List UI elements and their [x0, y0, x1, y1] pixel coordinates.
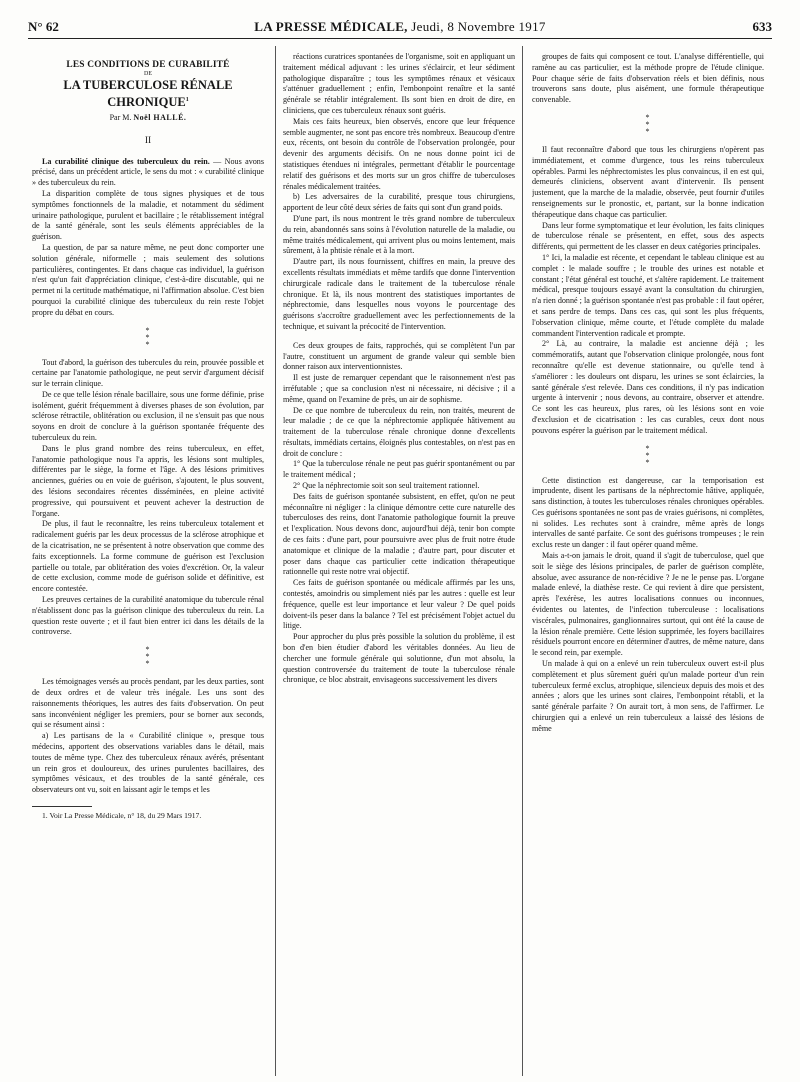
title-footnote-marker: 1 [185, 96, 189, 103]
lead-heading: La curabilité clinique des tuberculeux du rein. [42, 156, 210, 166]
footnote-rule [32, 806, 92, 807]
column-3-body [532, 52, 764, 735]
body-paragraph: La question, de par sa nature même, ne peut donc comporter une solution générale, niformelle ; mais seulement des solutions particulières, contingentes. Et dans chaque cas individuel, la guérison n'est qu'un fait d'appréciation clinique, c'est-à-dire discutable, qui ne permet ni la certitude mathématique, ni l'affirmation absolue. C'est bien pourquoi la curabilité clinique des tuberculeux du rein reste l'objet propre du débat en cours. [32, 242, 264, 317]
journal-title: LA PRESSE MÉDICALE, [254, 19, 408, 34]
body-paragraph: groupes de faits qui composent ce tout. L'analyse différentielle, qui ramène au cas particulier, est la méthode propre de l'étude clinique. Pour chaque série de faits d'observation réels et bien définis, nous trouverons sans doute, plus aisément, une formule thérapeutique convenable. [532, 52, 764, 105]
section-asterism: * * * [145, 645, 151, 669]
article-title-block [32, 60, 264, 124]
body-paragraph: b) Les adversaires de la curabilité, presque tous chirurgiens, apportent de leur côté deux séries de faits qui sont d'un grand poids. [283, 192, 515, 213]
body-paragraph: Tout d'abord, la guérison des tubercules du rein, prouvée possible et certaine par l'anatomie pathologique, ne peut servir d'argument décisif sur le terrain clinique. [32, 357, 264, 389]
body-paragraph: D'une part, ils nous montrent le très grand nombre de tuberculeux du rein, abandonnés sans soins à l'évolution naturelle de la maladie, ou même traités médicalement, qui arrivent plus ou moins lentement, mais sûrement, à la phtisie rénale et à la mort. [283, 213, 515, 256]
section-asterism: * * * [645, 443, 651, 467]
body-paragraph: Un malade à qui on a enlevé un rein tuberculeux ouvert est-il plus complètement et plus sûrement guéri qu'un malade porteur d'un rein tuberculeux fermé exclus, atrophique, silencieux depuis des mois et des années ; alors que les urines sont claires, l'embonpoint rétabli, et la santé générale parfaite ? On aurait tort, à mon sens, de l'affirmer. Le chirurgien qui a enlevé un rein tuberculeux a laissé des lésions de même [532, 659, 764, 733]
article-title-de: DE [144, 70, 152, 77]
body-paragraph: Ces deux groupes de faits, rapprochés, qui se complètent l'un par l'autre, constituent un argument de grande valeur qui semble bien donner raison aux interventionnistes. [283, 340, 515, 372]
footnote: 1. Voir La Presse Médicale, n° 18, du 29 Mars 1917. [42, 810, 202, 820]
body-paragraph: 1° Ici, la maladie est récente, et cependant le tableau clinique est au complet : le malade souffre ; le trouble des urines est notable et constant ; l'état général est touché, et s'altère rapidement. Le traitement médical, presque toujours essayé avant la consultation du chirurgien, n'a rien donné ; la guérison spontanée n'est pas probable : il faut opérer, et sans perdre de temps. Dans ces cas, qui sont les plus fréquents, l'observation clinique, même courte, et l'étude complète du malade commandent l'intervention radicale et prompte. [532, 252, 764, 338]
body-paragraph: 1° Que la tuberculose rénale ne peut pas guérir spontanément ou par le traitement médical ; [283, 459, 515, 480]
section-numeral: II [144, 135, 152, 146]
body-paragraph: Mais a-t-on jamais le droit, quand il s'agit de tuberculose, quel que soit le siège des lésions principales, de parler de guérison complète, absolue, avec assurance de non-récidive ? Je ne le pense pas. L'organe malade enlevé, la diathèse reste. Ce qui revient à dire que persistent, après l'exérèse, les autres localisations connues ou inconnues, évidentes ou latentes, de l'infection tuberculeuse : localisations viscérales, pulmonaires, ganglionnaires surtout, qui ont été la cause de la lésion rénale première. Cette lésion supprimée, les foyers bacillaires résiduels pourront encore en déterminer d'autres, de même nature, dans le second rein, par exemple. [532, 551, 764, 658]
body-paragraph: De ce que telle lésion rénale bacillaire, sous une forme définie, prise isolément, guérit fréquemment à diverses phases de son évolution, par sclérose rétractile, oblitération ou exclusion, il ne s'ensuit pas que nous soyons en droit de conclure à la guérison spontanée fréquente des tuberculeux du rein. [32, 389, 264, 443]
text-column-3 [532, 52, 764, 1072]
body-paragraph: 2° Que la néphrectomie soit son seul traitement rationnel. [293, 481, 480, 491]
running-header [28, 16, 772, 38]
body-paragraph: Pour approcher du plus près possible la solution du problème, il est bon d'en bien étudier d'abord les véritables données. Au lieu de chercher une formule générale qui solutionne, d'un mot absolu, la question controversée du traitement de toute la tuberculose rénale chronique, ce bloc abstrait, envisageons successivement les divers [283, 632, 515, 685]
body-paragraph: Cette distinction est dangereuse, car la temporisation est imprudente, disent les partisans de la néphrectomie hâtive, appliquée, sans distinction, à toutes les tuberculoses rénales chroniques opérables. Ces guérisons spontanées ne sont pas de vraies guérisons, ni complètes, ni solides. Les rechutes sont à craindre, même après de longs intervalles de santé parfaite. Ce sont des guérisons trompeuses ; le rein exclus reste un danger : il faut opérer quand même. [532, 475, 764, 550]
paragraph-gap [283, 333, 515, 341]
column-1-body [32, 189, 264, 796]
body-paragraph: Il faut reconnaître d'abord que tous les chirurgiens n'opèrent pas immédiatement, et comme d'urgence, tous les reins tuberculeux opérables. Parmi les néphrectomistes les plus convaincus, il en est qui, demeurés cliniciens, observent avant d'intervenir. Ils pensent justement, que la marche de la maladie, observée, peut fournir d'utiles renseignements sur le pronostic, et, partant, sur la bonne indication thérapeutique dans chaque cas particulier. [532, 144, 764, 219]
column-divider-1 [275, 46, 276, 1076]
lead-text: — Nous avons précisé, dans un précédent article, le sens du mot : « curabilité clinique » des tuberculeux du rein. [32, 156, 264, 188]
body-paragraph: réactions curatrices spontanées de l'organisme, soit en appliquant un traitement médical adjuvant : les urines s'éclaircir, et leur sédiment pathologique disparaître ; tous les symptômes rénaux et vésicaux s'atténuer graduellement ; enfin, l'embonpoint renaître et la santé générale se rétablir intégralement. Ils sont bien en droit de dire, en cliniciens, que ces tuberculeux rénaux sont guéris. [283, 52, 515, 115]
article-title-line2: LA TUBERCULOSE RÉNALE CHRONIQUE$^1$ [63, 77, 233, 109]
body-paragraph: Des faits de guérison spontanée subsistent, en effet, qu'on ne peut méconnaître ni négliger : la clinique démontre cette cure naturelle des tuberculoses des reins, dont l'anatomie pathologique fournit la preuve et l'explication. Nous devons donc, aujourd'hui déjà, tenir bon compte de ces faits : d'une part, pour poursuivre avec plus de fruit notre étude anatomique et clinique de la maladie ; d'autre part, pour discuter et poser dans chaque cas particulier cette indication thérapeutique rationnelle qui reste notre vrai objectif. [283, 491, 515, 577]
article-author: Par M. Noël HALLÉ. [109, 112, 187, 122]
body-paragraph: De plus, il faut le reconnaître, les reins tuberculeux totalement et radicalement guéris par les deux processus de la sclérose atrophique et de la cicatrisation, ne se présentent à notre observation que comme des faits exceptionnels. La forme commune de guérison est l'exclusion partielle ou totale, par oblitération des voies d'excrétion. Or, la valeur de cette exclusion, comme mode de guérison solide et définitive, est encore contestée. [32, 519, 264, 594]
body-paragraph: 2° Là, au contraire, la maladie est ancienne déjà ; les commémoratifs, autant que l'observation clinique prolongée, nous font reconnaître qu'elle est devenue stationnaire, ou qu'elle tend à s'améliorer : les douleurs ont disparu, les urines se sont éclaircies, la santé générale s'est relevée. Dans ces conditions, il n'y pas indication urgente à intervenir ; nous devons, au contraire, observer et attendre. Ce sont les cas heureux, plus rares, où les lésions sont en voie d'exclusion et de cicatrisation : les cas curables, ceux dont nous pouvons espérer la guérison par le traitement médical. [532, 339, 764, 435]
column-divider-2 [522, 46, 523, 1076]
body-paragraph: Dans leur forme symptomatique et leur évolution, les faits cliniques de tuberculose rénale se présentent, en effet, sous des aspects différents, qui permettent de les classer en deux catégories principales. [532, 220, 764, 252]
issue-number: N° 62 [28, 19, 59, 34]
body-paragraph: D'autre part, ils nous fournissent, chiffres en main, la preuve des excellents résultats immédiats et même tardifs que donne l'intervention chirurgicale radicale dans le traitement de la tuberculose rénale chronique. Et là, ils nous montrent des statistiques importantes de néphrectomie, dans lesquelles nous voyons le pourcentage des guérisons s'accroître graduellement avec les perfectionnements de la technique, et suivant la précocité de l'intervention. [283, 257, 515, 331]
text-column-1 [32, 52, 264, 1072]
body-paragraph: Les témoignages versés au procès pendant, par les deux parties, sont de deux ordres et de valeur très inégale. Les uns sont des raisonnements théoriques, les autres des faits d'observation. On peut sans inconvénient négliger les premiers, pour se borner aux seconds, qui se résument ainsi : [32, 677, 264, 730]
body-paragraph: Ces faits de guérison spontanée ou médicale affirmés par les uns, contestés, amoindris ou simplement niés par les autres : quelle est leur fréquence, quelle est leur importance et leur valeur ? De quel poids doivent-ils peser dans la balance ? Tel est précisément l'objet actuel du litige. [283, 578, 515, 631]
body-paragraph: La disparition complète de tous signes physiques et de tous symptômes fonctionnels de la maladie, et notamment du sédiment urinaire pathologique, purulent et bacillaire ; le rétablissement intégral de la santé générale, sont les seuls éléments appréciables de la guérison. [32, 188, 264, 242]
text-column-2 [283, 52, 515, 1072]
header-rule [28, 38, 772, 39]
body-paragraph: Dans le plus grand nombre des reins tuberculeux, en effet, l'anatomie pathologique nous l'a appris, les lésions sont multiples, différentes par le siège, la forme et l'âge. A des lésions primitives anciennes, guéries ou en voie de guérison, s'ajoutent, le plus souvent, des lésions secondaires récentes disséminées, en pleine activité progressive, qui poursuivent et peuvent achever la destruction de l'organe. [32, 443, 264, 518]
column-2-body [283, 52, 515, 686]
journal-masthead [28, 16, 772, 38]
section-asterism: * * * [645, 112, 651, 136]
body-paragraph: Les preuves certaines de la curabilité anatomique du tubercule rénal n'établissent donc pas la guérison clinique des tuberculeux du rein. La question reste ouverte ; et il faut bien entrer ici dans les détails de la controverse. [32, 595, 264, 637]
issue-date: Jeudi, 8 Novembre 1917 [411, 19, 546, 34]
lead-paragraph [32, 157, 264, 189]
page-number: 633 [752, 19, 772, 34]
article-title-line1: LES CONDITIONS DE CURABILITÉ [66, 60, 230, 70]
body-paragraph: a) Les partisans de la « Curabilité clinique », presque tous médecins, apportent des observations variables dans le détail, mais toutes de même type. Chez des tuberculeux rénaux avérés, présentant un rein gros et douloureux, des urines purulentes bacillaires, des symptômes vésicaux, et des troubles de la santé générale, ces observateurs ont vu, soit en laissant agir le temps et les [32, 731, 264, 795]
body-paragraph: Mais ces faits heureux, bien observés, encore que leur fréquence semble augmenter, ne sont pas encore très nombreux. Beaucoup d'entre eux, récents, ont besoin du contrôle de l'observation prolongée, pour devenir des arguments décisifs. On ne nous donne point ici de statistiques étendues ni intégrales, permettant d'établir le pourcentage relatif des guérisons et des morts sur un gros chiffre de tuberculoses rénales médicalement traitées. [283, 116, 515, 191]
body-paragraph: De ce que nombre de tuberculeux du rein, non traités, meurent de leur maladie ; de ce que la néphrectomie appliquée hâtivement au traitement de la tuberculose rénale chronique donne d'excellents résultats, immédiats certains, éloignés plus contestables, on n'est pas en droit de conclure : [283, 405, 515, 458]
body-paragraph: Il est juste de remarquer cependant que le raisonnement n'est pas irréfutable ; que sa conclusion n'est ni nécessaire, ni décisive ; il a même, quand on l'examine de près, un air de sophisme. [283, 373, 515, 404]
section-asterism: * * * [145, 325, 151, 349]
